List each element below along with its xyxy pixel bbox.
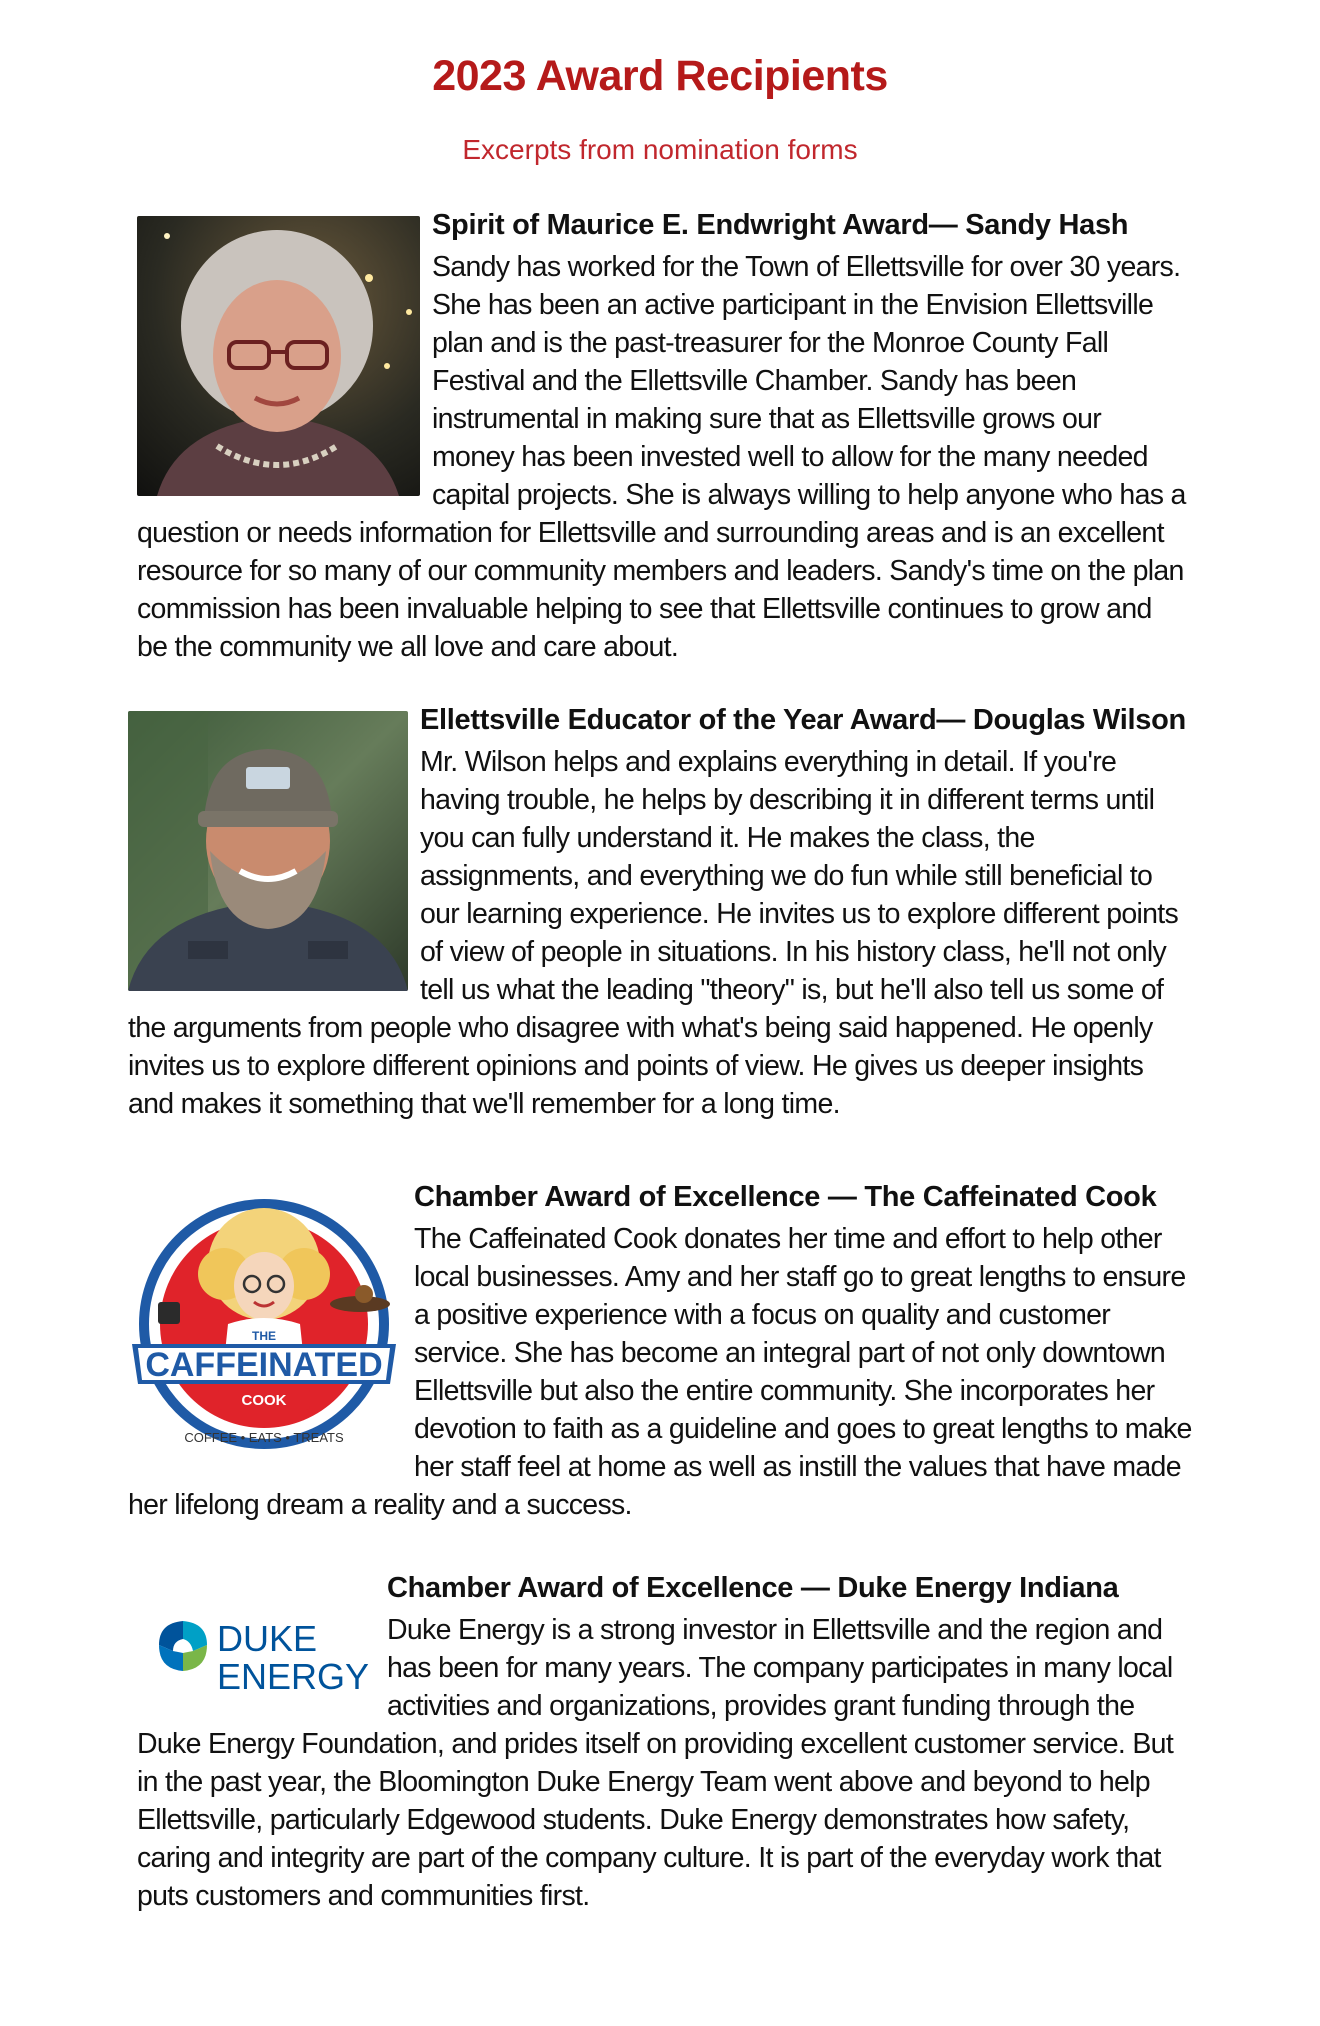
award-heading: Ellettsville Educator of the Year Award— Douglas Wilson (420, 704, 1186, 736)
sandy-hash-photo (137, 216, 420, 496)
award-body: Mr. Wilson helps and explains everything in detail. If you're having trouble, he helps by describing it in different terms until you can fully understand it. He makes the class, the assignments, and everything we do fun while still beneficial to our learning experience. He invites us to explore different points of view of people in situations. In his history class, he'll not only tell us what the leading "theory" is, but he'll also tell us some of the arguments from people who disagree with what's being said happened. He openly invites us to explore different opinions and points of view. He gives us deeper insights and makes it something that we'll remember for a long time. (128, 746, 1179, 1120)
award-heading: Chamber Award of Excellence — The Caffeinated Cook (414, 1181, 1157, 1213)
award-section-caffeinated-cook (0, 1178, 1198, 1524)
award-heading: Spirit of Maurice E. Endwright Award— Sandy Hash (432, 209, 1129, 241)
award-section-douglas-wilson (0, 701, 1188, 1123)
page-title: 2023 Award Recipients (432, 52, 888, 100)
logo-the-text: THE (252, 1329, 276, 1343)
logo-brand-text: CAFFEINATED (145, 1346, 383, 1384)
award-body: Duke Energy is a strong investor in Ellettsville and the region and has been for many years. The company participates in many local activities and organizations, provides grant funding through the Duke Energy Foundation, and prides itself on providing excellent customer service. But in the past year, the Bloomington Duke Energy Team went above and beyond to help Ellettsville, particularly Edgewood students. Duke Energy demonstrates how safety, caring and integrity are part of the company culture. It is part of the everyday work that puts customers and communities first. (137, 1614, 1174, 1912)
award-section-duke-energy (0, 1569, 1187, 1915)
logo-tagline-text: COFFEE • EATS • TREATS (184, 1430, 344, 1445)
logo-duke-text: DUKE (217, 1618, 318, 1659)
award-body: Sandy has worked for the Town of Ellettsville for over 30 years. She has been an active participant in the Envision Ellettsville plan and is the past-treasurer for the Monroe County Fall Festival and the Ellettsville Chamber. Sandy has been instrumental in making sure that as Ellettsville grows our money has been invested well to allow for the many needed capital projects. She is always willing to help anyone who has a question or needs information for Ellettsville and surrounding areas and is an excellent resource for so many of our community members and leaders. Sandy's time on the plan commission has been invaluable helping to see that Ellettsville continues to grow and be the community we all love and care about. (137, 251, 1186, 663)
award-heading: Chamber Award of Excellence — Duke Energy Indiana (387, 1572, 1119, 1604)
award-section-sandy-hash (0, 206, 1187, 666)
douglas-wilson-photo (128, 711, 408, 991)
award-body: The Caffeinated Cook donates her time and effort to help other local businesses. Amy and her staff go to great lengths to ensure a positive experience with a focus on quality and customer service. She has become an integral part of not only downtown Ellettsville but also the entire community. She incorporates her devotion to faith as a guideline and goes to great lengths to make her staff feel at home as well as instill the values that have made her lifelong dream a reality and a success. (128, 1223, 1192, 1521)
duke-energy-logo (137, 1605, 377, 1705)
logo-energy-text: ENERGY (217, 1656, 370, 1697)
page-subtitle: Excerpts from nomination forms (462, 134, 858, 165)
logo-cook-text: COOK (241, 1392, 287, 1409)
caffeinated-cook-logo (128, 1194, 400, 1464)
